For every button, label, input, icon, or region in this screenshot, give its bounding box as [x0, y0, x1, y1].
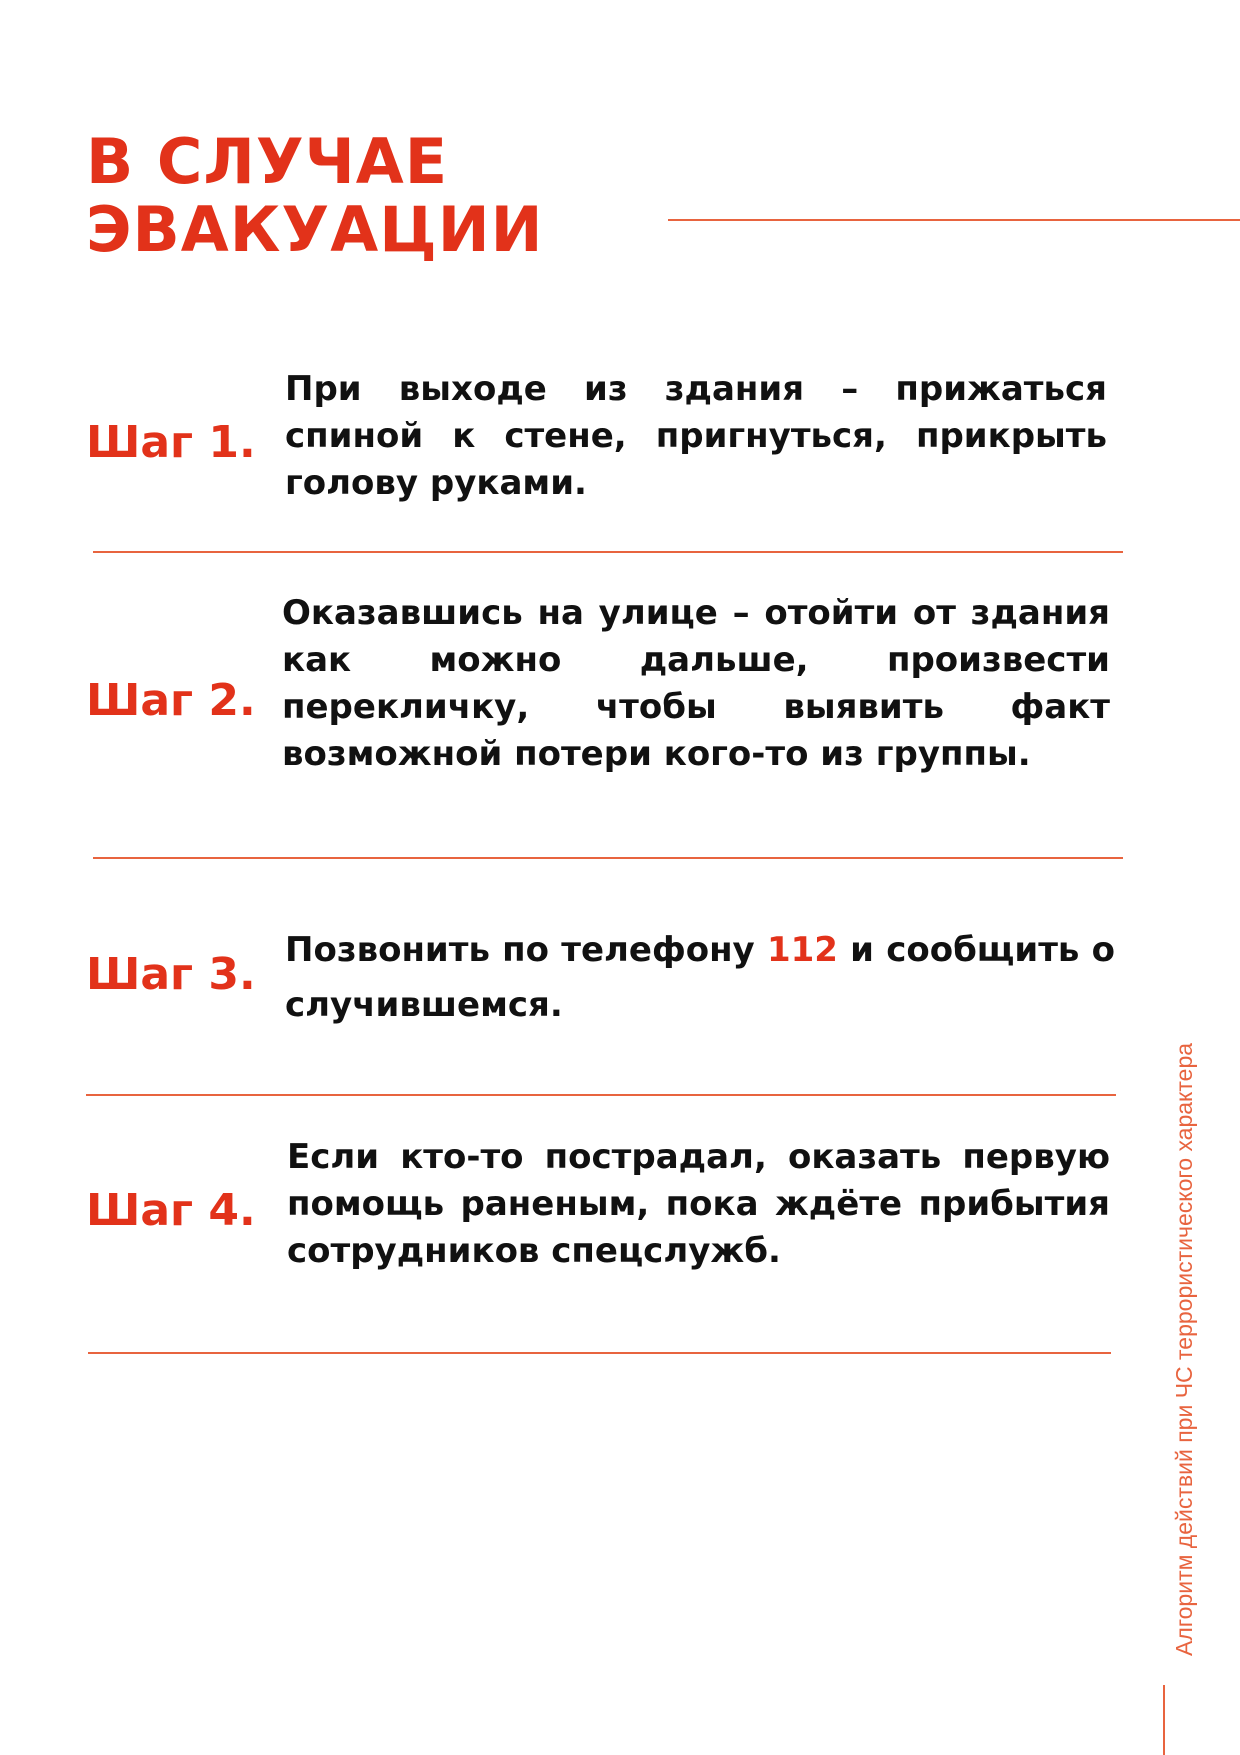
title-divider	[668, 219, 1240, 221]
step-3-text-after: и сообщить о случившемся.	[285, 930, 1115, 1025]
page-title	[86, 125, 544, 266]
side-caption: Алгоритм действий при ЧС террористического характера	[1171, 1042, 1197, 1656]
step-3-divider	[86, 1094, 1116, 1096]
step-4-text: Если кто-то пострадал, оказать первую помощь раненым, пока ждёте прибытия сотрудников спецслужб.	[287, 1137, 1110, 1271]
side-caption-container	[1150, 935, 1197, 1670]
step-3-label: Шаг 3.	[86, 949, 256, 1000]
step-2-divider	[93, 857, 1123, 859]
step-1-label: Шаг 1.	[86, 417, 256, 468]
step-4-label: Шаг 4.	[86, 1185, 256, 1236]
step-3-text-before: Позвонить по телефону	[285, 930, 767, 970]
side-divider	[1163, 1685, 1165, 1755]
step-2-text: Оказавшись на улице – отойти от здания как можно дальше, произвести перекличку, чтобы выявить факт возможной потери кого-то из группы.	[282, 593, 1110, 774]
step-3-text	[285, 923, 1115, 1033]
step-2-label: Шаг 2.	[86, 675, 256, 726]
step-1-text: При выходе из здания – прижаться спиной к стене, пригнуться, прикрыть голову руками.	[285, 369, 1107, 503]
phone-number: 112	[766, 930, 838, 970]
title-line-2: ЭВАКУАЦИИ	[86, 193, 544, 266]
step-1-divider	[93, 551, 1123, 553]
title-line-1: В СЛУЧАЕ	[86, 125, 449, 198]
step-4-divider	[88, 1352, 1111, 1354]
